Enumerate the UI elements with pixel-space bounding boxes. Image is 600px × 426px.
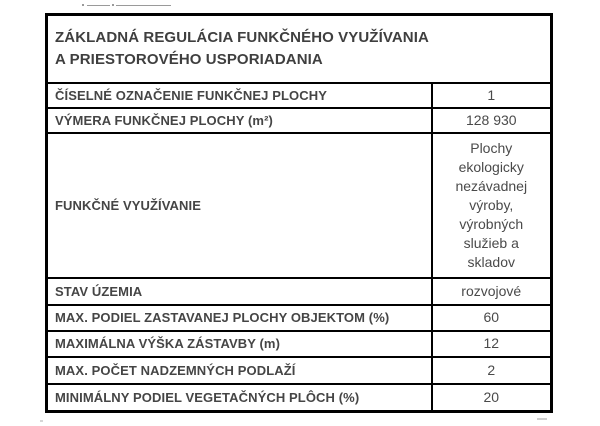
table-title-line2: A PRIESTOROVÉHO USPORIADANIA	[55, 51, 323, 68]
row-label-max-pocet-podlazi: MAX. POČET NADZEMNÝCH PODLAŽÍ	[47, 357, 432, 384]
table-row	[47, 133, 552, 278]
row-value-max-pocet-podlazi: 2	[432, 357, 552, 384]
artifact-dot	[112, 4, 114, 6]
artifact-mark	[40, 420, 43, 422]
row-label-minimalny-podiel-vegetacnych: MINIMÁLNY PODIEL VEGETAČNÝCH PLÔCH (%)	[47, 384, 432, 411]
regulation-table	[45, 13, 553, 413]
table-header-row	[47, 15, 552, 84]
row-value-max-podiel-zastavanej: 60	[432, 305, 552, 331]
row-label-cislne-oznacenie: ČÍSELNÉ OZNAČENIE FUNKČNEJ PLOCHY	[47, 83, 432, 108]
table-row	[47, 384, 552, 411]
table-row	[47, 108, 552, 133]
table-row	[47, 83, 552, 108]
row-label-max-podiel-zastavanej: MAX. PODIEL ZASTAVANEJ PLOCHY OBJEKTOM (%)	[47, 305, 432, 331]
artifact-line	[87, 5, 110, 6]
row-label-vymera: VÝMERA FUNKČNEJ PLOCHY (m²)	[47, 108, 432, 133]
artifact-dot	[82, 4, 84, 6]
row-value-funkcne-vyuzivanie: Plochy ekologicky nezávadnej výroby, výrobných služieb a skladov	[432, 133, 552, 278]
table-row	[47, 278, 552, 304]
artifact-mark	[537, 418, 547, 420]
table-row	[47, 305, 552, 331]
row-label-funkcne-vyuzivanie: FUNKČNÉ VYUŽÍVANIE	[47, 133, 432, 278]
row-label-maximalna-vyska: MAXIMÁLNA VÝŠKA ZÁSTAVBY (m)	[47, 331, 432, 357]
table-title-line1: ZÁKLADNÁ REGULÁCIA FUNKČNÉHO VYUŽÍVANIA	[55, 29, 429, 46]
row-value-vymera: 128 930	[432, 108, 552, 133]
row-label-stav-uzemia: STAV ÚZEMIA	[47, 278, 432, 304]
row-value-stav-uzemia: rozvojové	[432, 278, 552, 304]
row-value-cislne-oznacenie: 1	[432, 83, 552, 108]
table-title-cell	[47, 15, 552, 84]
artifact-line	[116, 5, 171, 6]
row-value-minimalny-podiel-vegetacnych: 20	[432, 384, 552, 411]
table-row	[47, 357, 552, 384]
row-value-maximalna-vyska: 12	[432, 331, 552, 357]
table-row	[47, 331, 552, 357]
